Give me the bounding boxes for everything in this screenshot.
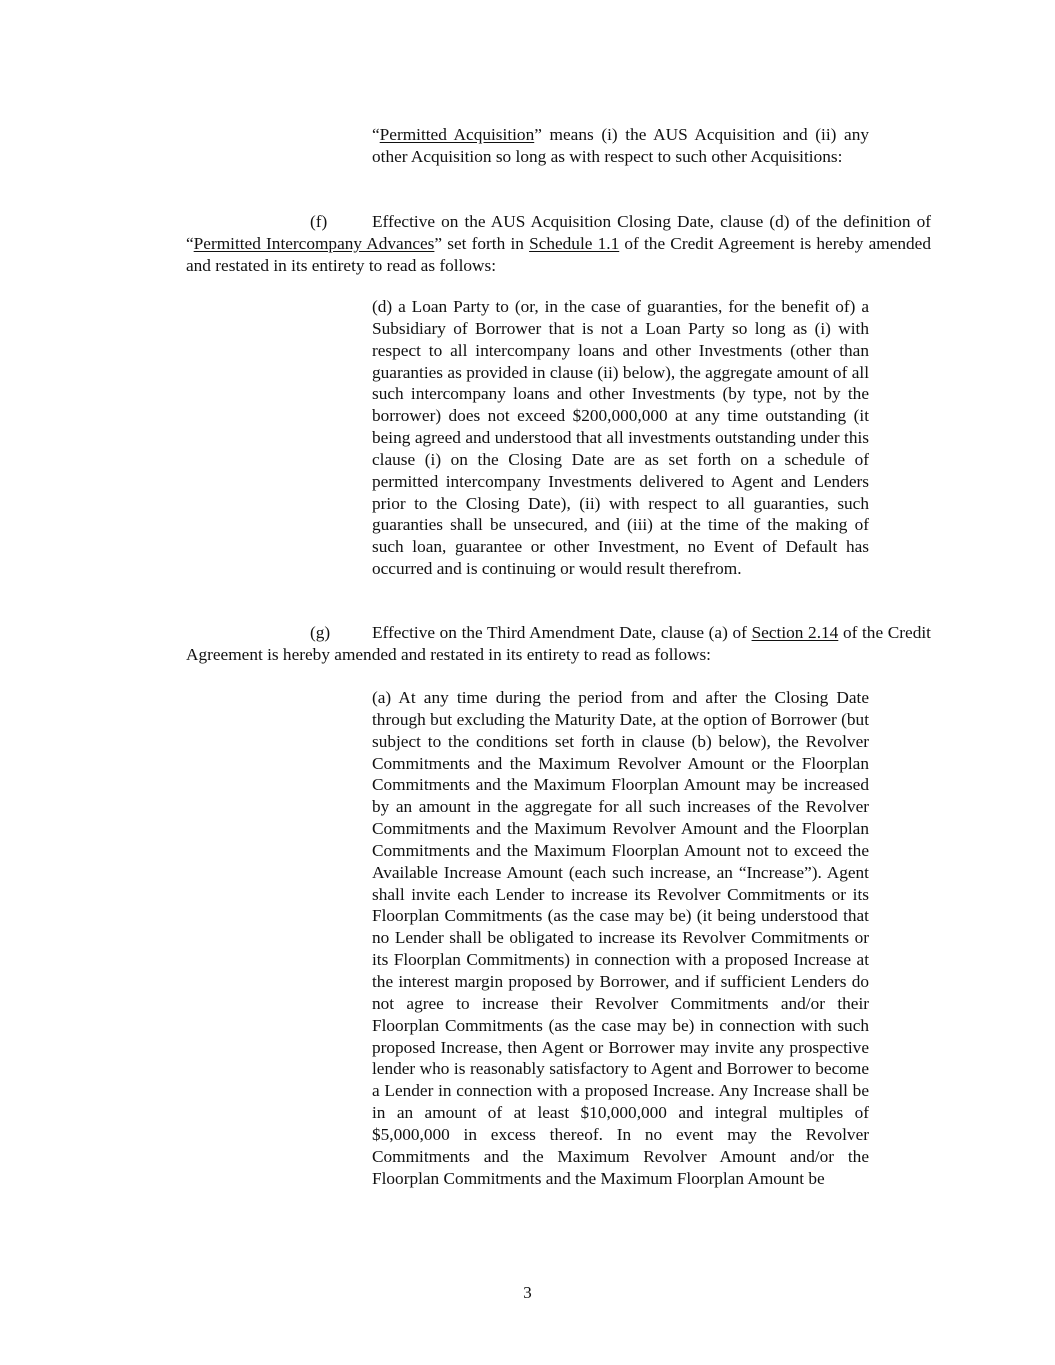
- clause-d-text: (d) a Loan Party to (or, in the case of guaranties, for the benefit of) a Subsidiary of Borrower that is not a Loan Party so long as (i) with respect to all intercompany loans and other Investments (other than guaranties as provided in clause (ii) below), the aggregate amount of all such intercompany loans and other Investments (by type, not by the borrower) does not exceed $200,000,000 at any time outstanding (it being agreed and understood that all investments outstanding under this clause (i) on the Closing Date are as set forth on a schedule of permitted intercompany Investments delivered to Agent and Lenders prior to the Closing Date), (ii) with respect to all guaranties, such guaranties shall be unsecured, and (iii) at the time of the making of such loan, guarantee or other Investment, no Event of Default has occurred and is continuing or would result therefrom.: [372, 297, 869, 579]
- amendment-paragraph-f: [186, 211, 931, 277]
- open-quote: “: [372, 125, 380, 144]
- section-reference: Section 2.14: [751, 623, 839, 642]
- defined-term-permitted-acquisition: Permitted Acquisition: [379, 125, 535, 144]
- definition-text: ” means (i) the AUS Acquisition and (ii) any other Acquisition so long as with respect to such other Acquisitions:: [372, 125, 869, 166]
- paragraph-f-text-2: ” set forth in: [434, 233, 530, 253]
- clause-a-text: (a) At any time during the period from and after the Closing Date through but excluding the Maturity Date, at the option of Borrower (but subject to the conditions set forth in clause (b) below), the Revolver Commitments and the Maximum Revolver Amount or the Floorplan Commitments and the Maximum Floorplan Amount may be increased by an amount in the aggregate for all such increases of the Revolver Commitments and the Maximum Revolver Amount and the Floorplan Commitments and the Maximum Floorplan Amount not to exceed the Available Increase Amount (each such increase, an “Increase”). Agent shall invite each Lender to increase its Revolver Commitments or its Floorplan Commitments (as the case may be) (it being understood that no Lender shall be obligated to increase its Revolver Commitments or its Floorplan Commitments) in connection with a proposed Increase at the interest margin proposed by Borrower, and if sufficient Lenders do not agree to increase their Revolver Commitments and/or their Floorplan Commitments (as the case may be) in connection with such proposed Increase, then Agent or Borrower may invite any prospective lender who is reasonably satisfactory to Agent and Borrower to become a Lender in connection with a proposed Increase. Any Increase shall be in an amount of at least $10,000,000 and integral multiples of $5,000,000 in excess thereof. In no event may the Revolver Commitments and the Maximum Revolver Amount and/or the Floorplan Commitments and the Maximum Floorplan Amount be: [372, 688, 869, 1188]
- paragraph-f-text-3: of the Credit Agreement is hereby amended and restated in its entirety to read as follows:: [186, 233, 931, 275]
- defined-term-permitted-intercompany-advances: Permitted Intercompany Advances: [193, 233, 435, 253]
- schedule-reference: Schedule 1.1: [529, 233, 620, 253]
- paragraph-marker-f: (f): [310, 212, 328, 231]
- paragraph-marker-g: (g): [310, 623, 331, 642]
- paragraph-g-text-1: Effective on the Third Amendment Date, clause (a) of: [372, 623, 752, 642]
- paragraph-f-text-1: Effective on the AUS Acquisition Closing Date, clause (d) of the definition of “: [186, 212, 931, 253]
- permitted-acquisition-definition: [372, 124, 869, 168]
- paragraph-g-text-2: of the Credit Agreement is hereby amended and restated in its entirety to read as follows:: [186, 623, 931, 664]
- paragraph-f-body: [186, 211, 931, 277]
- paragraph-g-body: [186, 622, 931, 666]
- amendment-paragraph-g: [186, 622, 931, 666]
- page-number: 3: [523, 1283, 532, 1302]
